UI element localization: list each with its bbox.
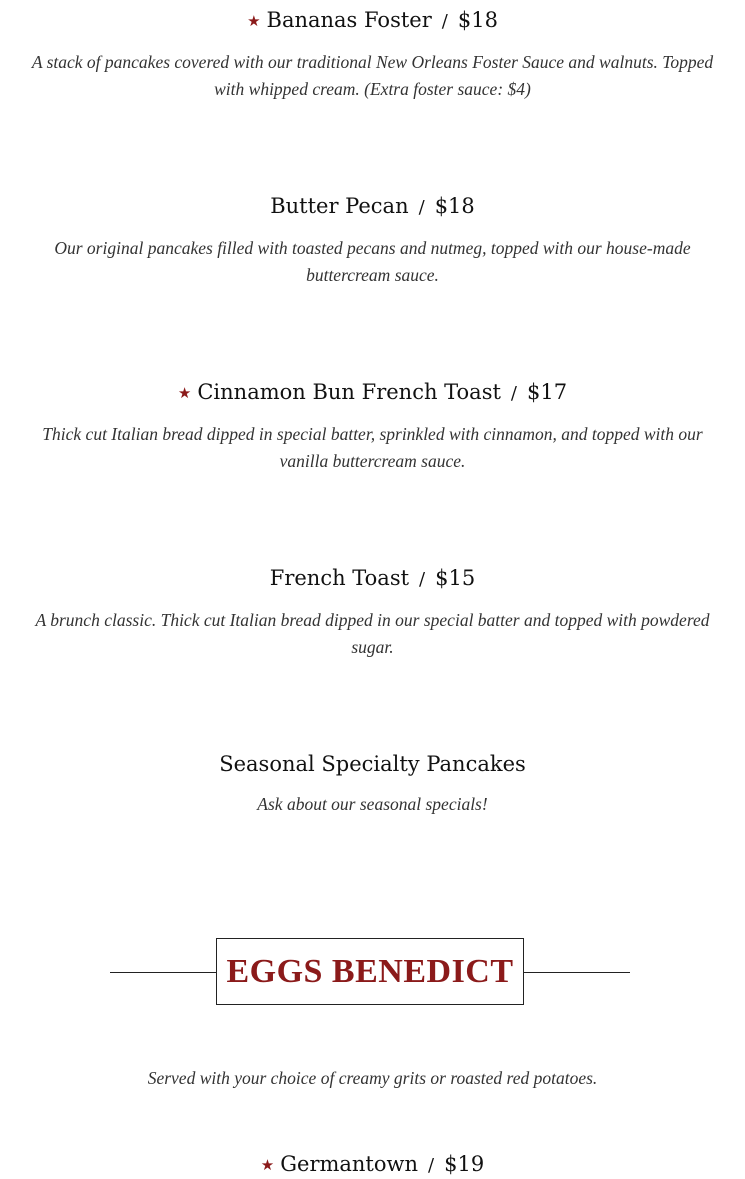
menu-item-name: Germantown <box>280 1152 419 1176</box>
menu-item-name: Cinnamon Bun French Toast <box>197 380 501 404</box>
heading-box <box>216 938 524 1005</box>
section-note: Served with your choice of creamy grits or roasted red potatoes. <box>147 1068 598 1088</box>
price-separator: / <box>419 569 426 590</box>
price-separator: / <box>441 11 448 32</box>
price-separator: / <box>418 197 425 218</box>
menu-item-price: $15 <box>435 566 476 590</box>
menu-item-price: $19 <box>444 1152 485 1176</box>
menu-item-title <box>0 379 745 407</box>
menu-item-description: Thick cut Italian bread dipped in special batter, sprinkled with cinnamon, and topped with our vanilla buttercream sauce. <box>42 424 703 471</box>
menu-item-title <box>0 1151 745 1179</box>
menu-item-description: Our original pancakes filled with toasted pecans and nutmeg, topped with our house-made buttercream sauce. <box>54 238 691 285</box>
menu-item-name: Bananas Foster <box>266 8 432 32</box>
menu-item-butter-pecan <box>0 193 745 289</box>
menu-item-price: $18 <box>434 194 475 218</box>
menu-item-description: A brunch classic. Thick cut Italian bread dipped in our special batter and topped with powdered sugar. <box>35 610 710 657</box>
menu-item-cinnamon-bun-french-toast <box>0 379 745 475</box>
menu-item-description: Ask about our seasonal specials! <box>257 794 488 814</box>
menu-item-bananas-foster <box>0 7 745 103</box>
heading-divider-right <box>524 972 630 973</box>
menu-item-description: A stack of pancakes covered with our traditional New Orleans Foster Sauce and walnuts. Topped with whipped cream. (Extra foster sauce: $4) <box>31 52 714 99</box>
menu-item-title <box>0 7 745 35</box>
menu-item-title <box>0 751 745 777</box>
menu-item-price: $17 <box>526 380 568 404</box>
star-icon: ★ <box>247 12 261 30</box>
menu-item-germantown <box>0 1151 745 1179</box>
menu-item-seasonal-specialty-pancakes <box>0 751 745 818</box>
menu-item-name: Butter Pecan <box>270 194 409 218</box>
section-title: EGGS BENEDICT <box>226 952 514 990</box>
menu-item-name: Seasonal Specialty Pancakes <box>219 752 526 776</box>
menu-item-title <box>0 193 745 221</box>
price-separator: / <box>428 1155 435 1176</box>
heading-divider-left <box>110 972 216 973</box>
menu-item-french-toast <box>0 565 745 661</box>
star-icon: ★ <box>260 1156 275 1174</box>
star-icon: ★ <box>177 384 192 402</box>
price-separator: / <box>510 383 517 404</box>
menu-item-name: French Toast <box>269 566 410 590</box>
menu-item-title <box>0 565 745 593</box>
menu-item-price: $18 <box>457 8 498 32</box>
section-heading-eggs-benedict <box>110 938 630 1007</box>
